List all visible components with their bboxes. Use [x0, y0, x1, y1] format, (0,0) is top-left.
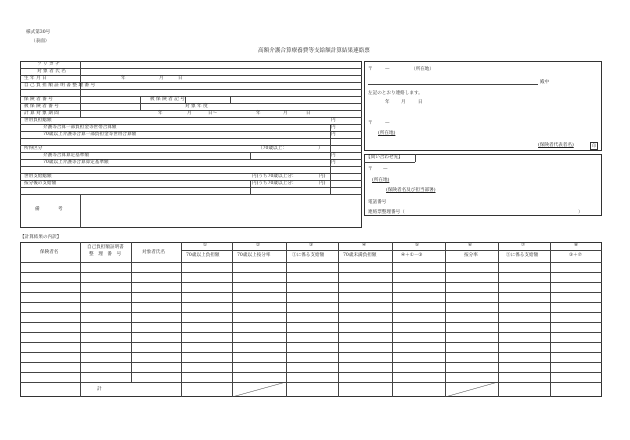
over70-close: ） [318, 146, 323, 151]
row-allocated-payment: 按分後の支給額 [24, 181, 57, 186]
col-subject-name: 対象者氏名 [142, 250, 165, 255]
location-label-2: (所在地) [378, 131, 396, 136]
row-household-total: 世帯負担総額 [24, 118, 52, 123]
period-year-2: 年 [256, 111, 261, 116]
row-combined-household: 介護等合算一部負担金等世帯合算額 [43, 125, 117, 130]
period-month-1: 月 [187, 111, 192, 116]
col-cert-label-2: 整 理 番 号 [89, 252, 122, 257]
postal-dash-2: — [385, 121, 390, 126]
insurer-department: (保険者名及び担当部署) [386, 188, 436, 193]
total-label: 計 [97, 387, 102, 392]
label-cert-number: 自 己 負 担 額 証 明 書 整 理 番 号 [24, 83, 96, 88]
yen-unit: 円 [331, 125, 336, 130]
contact-number-label: 連絡票整理番号（ [368, 210, 405, 215]
postal-dash: — [385, 67, 390, 72]
col-number-3: ③ [309, 243, 314, 248]
label-insured-symbol: 被 保 険 者 記 号 [150, 97, 185, 102]
col-number-4: ④ [362, 243, 367, 248]
sender-info-box [364, 61, 602, 151]
col-label-4: 70歳未満負担額 [343, 253, 377, 258]
col-number-7: ⑦ [521, 243, 526, 248]
row-household-payment: 世帯支給総額 [24, 174, 52, 179]
yen-unit: 円 [331, 118, 336, 123]
yen-close: 円) [319, 174, 326, 179]
form-number: 様式第30号 [26, 30, 51, 35]
date-month: 月 [401, 100, 406, 105]
location-label-3: (所在地) [372, 178, 390, 183]
addressee-suffix: 殿中 [540, 80, 550, 85]
col-label-7: ⑤に係る支給額 [506, 253, 539, 258]
yen-unit: 円 [331, 132, 336, 137]
row-combined-over70: 70歳以上介護等合算一部負担金等世帯合算額 [43, 132, 137, 137]
yen-unit: 円 [331, 153, 336, 158]
col-number-2: ② [256, 243, 261, 248]
notice-text: 左記のとおり連絡します。 [368, 91, 423, 96]
col-number-8: ⑧ [574, 243, 579, 248]
label-remarks: 備 考 [35, 207, 63, 212]
seal-mark: 印 [592, 143, 596, 148]
birth-year-label: 年 [121, 76, 126, 81]
label-insurer-number: 保 険 者 番 号 [24, 97, 53, 102]
row-base-amount: 介護等合算算定基準額 [43, 153, 89, 158]
strike-mark [232, 382, 286, 397]
col-label-2: 70歳以上按分率 [237, 253, 271, 258]
label-furigana: フ リ ガ ナ [37, 62, 60, 67]
yen-close: 円) [319, 181, 326, 186]
postal-dash-3: — [383, 167, 388, 172]
postal-mark-3: 〒 [368, 167, 373, 172]
page-title: 高額介護合算療養費等支給額計算結果連絡票 [258, 48, 370, 54]
label-calc-period: 計 算 対 象 期 間 [24, 111, 59, 116]
period-year-1: 年 [158, 111, 163, 116]
postal-mark: 〒 [368, 67, 373, 72]
period-day-1: 日～ [208, 111, 218, 116]
row-base-over70: 70歳以上介護等合算算定基準額 [43, 160, 109, 165]
label-subject-name: 対 象 者 氏 名 [37, 69, 66, 74]
birth-day-label: 日 [178, 76, 183, 81]
label-birthdate: 生 年 月 日 [24, 76, 47, 81]
over70-label: （70歳以上： [258, 146, 287, 151]
date-day: 日 [418, 100, 423, 105]
yen-over70-label: 円(うち70歳以上分： [252, 181, 297, 186]
col-number-5: ⑤ [415, 243, 420, 248]
col-label-8: ③＋⑦ [569, 253, 582, 258]
insurer-representative: (保険者代表者名) [538, 143, 574, 148]
date-year: 年 [385, 100, 390, 105]
yen-unit: 円 [331, 160, 336, 165]
period-day-2: 日 [306, 111, 311, 116]
period-month-2: 月 [283, 111, 288, 116]
col-label-3: ①に係る支給額 [292, 253, 325, 258]
col-insurer-name: 保険者名 [40, 250, 59, 255]
calc-result-table [20, 242, 602, 397]
col-number-6: ⑥ [468, 243, 473, 248]
calc-section-title: 【計算結果の内訳】 [20, 235, 62, 240]
postal-mark-2: 〒 [368, 121, 373, 126]
form-side: （表面） [31, 39, 50, 44]
phone-label: 電話番号 [368, 200, 387, 205]
yen-over70-label: 円(うち70歳以上分： [252, 174, 297, 179]
strike-mark [445, 382, 498, 397]
col-cert-label-1: 自己負担額証明書 [87, 245, 124, 250]
col-label-6: 按分率 [464, 253, 478, 258]
birth-month-label: 月 [159, 76, 164, 81]
col-label-5: ④＋①－③ [401, 253, 423, 258]
inquiry-box [364, 154, 602, 216]
col-label-1: 70歳以上負担額 [186, 253, 220, 258]
contact-close: ） [578, 210, 583, 215]
label-target-year: 対 象 年 度 [185, 104, 208, 109]
row-income-class: 所得区分 [24, 146, 43, 151]
location-label: （所在地） [411, 67, 434, 72]
col-number-1: ① [203, 243, 208, 248]
label-insured-number: 被 保 険 者 番 号 [24, 104, 59, 109]
inquiry-title: 【問い合わせ先】 [366, 155, 403, 160]
